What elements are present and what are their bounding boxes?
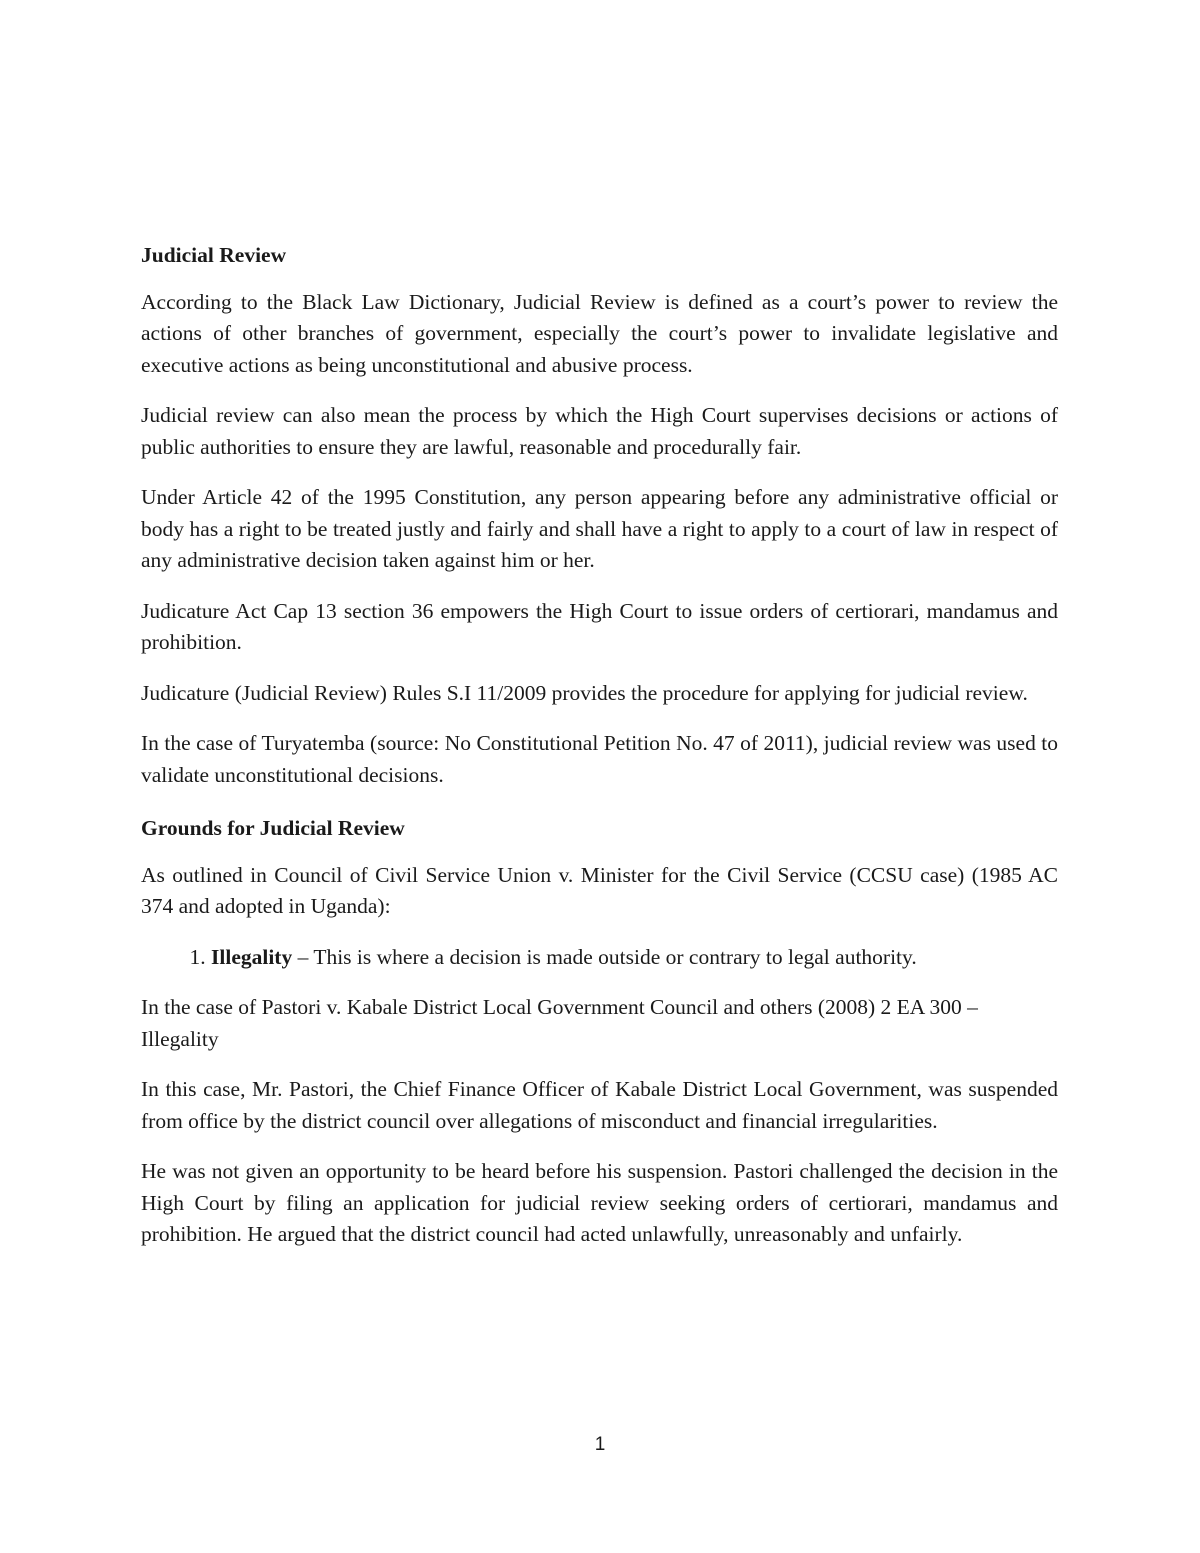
section-intro: As outlined in Council of Civil Service Union v. Minister for the Civil Service (CCSU case) (1985 AC 374 and adopted in Uganda): [141,862,1058,918]
document-title: Judicial Review [141,243,287,267]
page-number: 1 [594,1434,606,1455]
paragraph-pastori-case: In the case of Pastori v. Kabale District Local Government Council and others (2008) 2 EA 300 – Illegality [141,995,978,1051]
grounds-list [141,942,1058,974]
list-item-text: – This is where a decision is made outside or contrary to legal authority. [292,944,917,969]
paragraph-judicature-act: Judicature Act Cap 13 section 36 empowers the High Court to issue orders of certiorari, mandamus and prohibition. [141,598,1058,654]
paragraph-pastori-challenge: He was not given an opportunity to be heard before his suspension. Pastori challenged the decision in the High Court by filing an application for judicial review seeking orders of certiorari, mandamus and prohibition. He argued that the district council had acted unlawfully, unreasonably and unfairly. [141,1159,1058,1246]
list-item [211,942,1058,974]
document-page [141,240,1058,1270]
paragraph-turyatemba: In the case of Turyatemba (source: No Constitutional Petition No. 47 of 2011), judicial review was used to validate unconstitutional decisions. [141,731,1058,787]
list-item-term: Illegality [211,944,293,969]
paragraph-process: Judicial review can also mean the process by which the High Court supervises decisions or actions of public authorities to ensure they are lawful, reasonable and procedurally fair. [141,403,1058,459]
paragraph-definition: According to the Black Law Dictionary, Judicial Review is defined as a court’s power to review the actions of other branches of government, especially the court’s power to invalidate legislative and executive actions as being unconstitutional and abusive process. [141,289,1058,377]
paragraph-judicature-rules: Judicature (Judicial Review) Rules S.I 11/2009 provides the procedure for applying for judicial review. [141,680,1028,705]
paragraph-pastori-facts: In this case, Mr. Pastori, the Chief Finance Officer of Kabale District Local Government, was suspended from office by the district council over allegations of misconduct and financial irregularities. [141,1077,1058,1133]
paragraph-article-42: Under Article 42 of the 1995 Constitution, any person appearing before any administrative official or body has a right to be treated justly and fairly and shall have a right to apply to a court of law in respect of any administrative decision taken against him or her. [141,485,1058,572]
section-heading: Grounds for Judicial Review [141,816,405,840]
